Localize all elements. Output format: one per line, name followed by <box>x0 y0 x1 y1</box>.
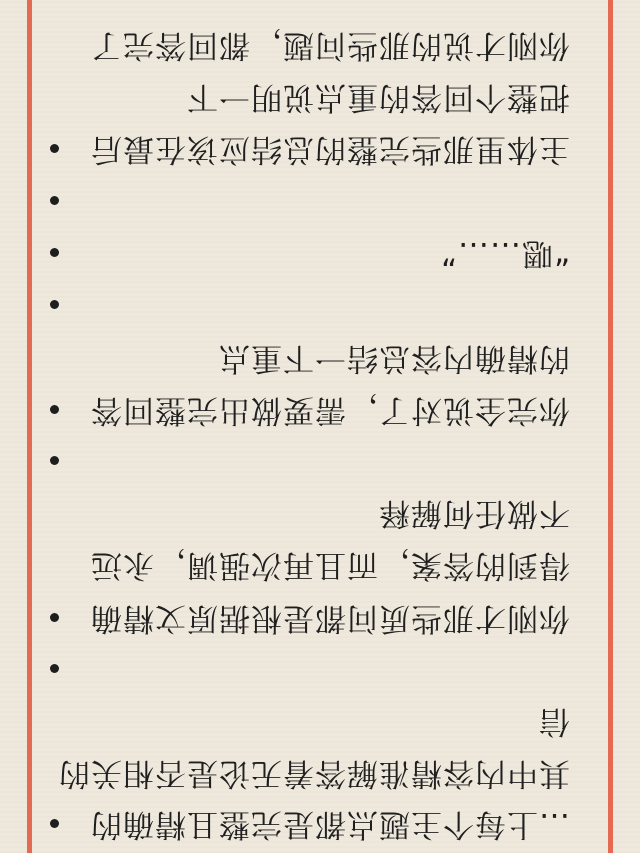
bullet-icon <box>50 300 59 309</box>
list-item <box>0 647 640 691</box>
list-item <box>0 388 640 432</box>
list-item <box>0 751 640 795</box>
line-text: 你刚才说的那些问题，都回答完了 <box>90 27 570 63</box>
bullet-icon <box>50 405 59 414</box>
list-item <box>0 596 640 640</box>
line-text: 得到的答案，而且再次强调，永远 <box>90 547 570 583</box>
line-text: 的精确内容总结一下重点 <box>218 340 570 376</box>
line-text: …上每个主题点都是完整且精确的 <box>90 806 570 842</box>
list-item <box>0 75 640 119</box>
list-item <box>0 231 640 275</box>
bullet-icon <box>50 144 59 153</box>
list-item <box>0 439 640 483</box>
bullet-icon <box>50 456 59 465</box>
bullet-icon <box>50 819 59 828</box>
list-item <box>0 491 640 535</box>
line-text: 把整个回答的重点说明一下 <box>186 79 570 115</box>
list-item <box>0 802 640 846</box>
list-item <box>0 283 640 327</box>
line-text: 不做任何解释 <box>378 495 570 531</box>
bullet-icon <box>50 248 59 257</box>
list-item <box>0 699 640 743</box>
bullet-icon <box>50 196 59 205</box>
line-text: 其中内容精准解答着无论是否相关的 <box>58 755 570 791</box>
bullet-icon <box>50 664 59 673</box>
list-item <box>0 127 640 171</box>
list-item <box>0 543 640 587</box>
list-item <box>0 179 640 223</box>
line-text: 你完全说对了，需要做出完整回答 <box>90 392 570 428</box>
line-text: “嗯……” <box>439 235 570 271</box>
line-text: 主体里那些完整的总结应该在最后 <box>90 131 570 167</box>
bullet-icon <box>50 613 59 622</box>
line-text: 信 <box>538 703 570 739</box>
list-item <box>0 336 640 380</box>
list-item <box>0 23 640 67</box>
line-text: 你刚才那些质问都是根据原文精确 <box>90 600 570 636</box>
